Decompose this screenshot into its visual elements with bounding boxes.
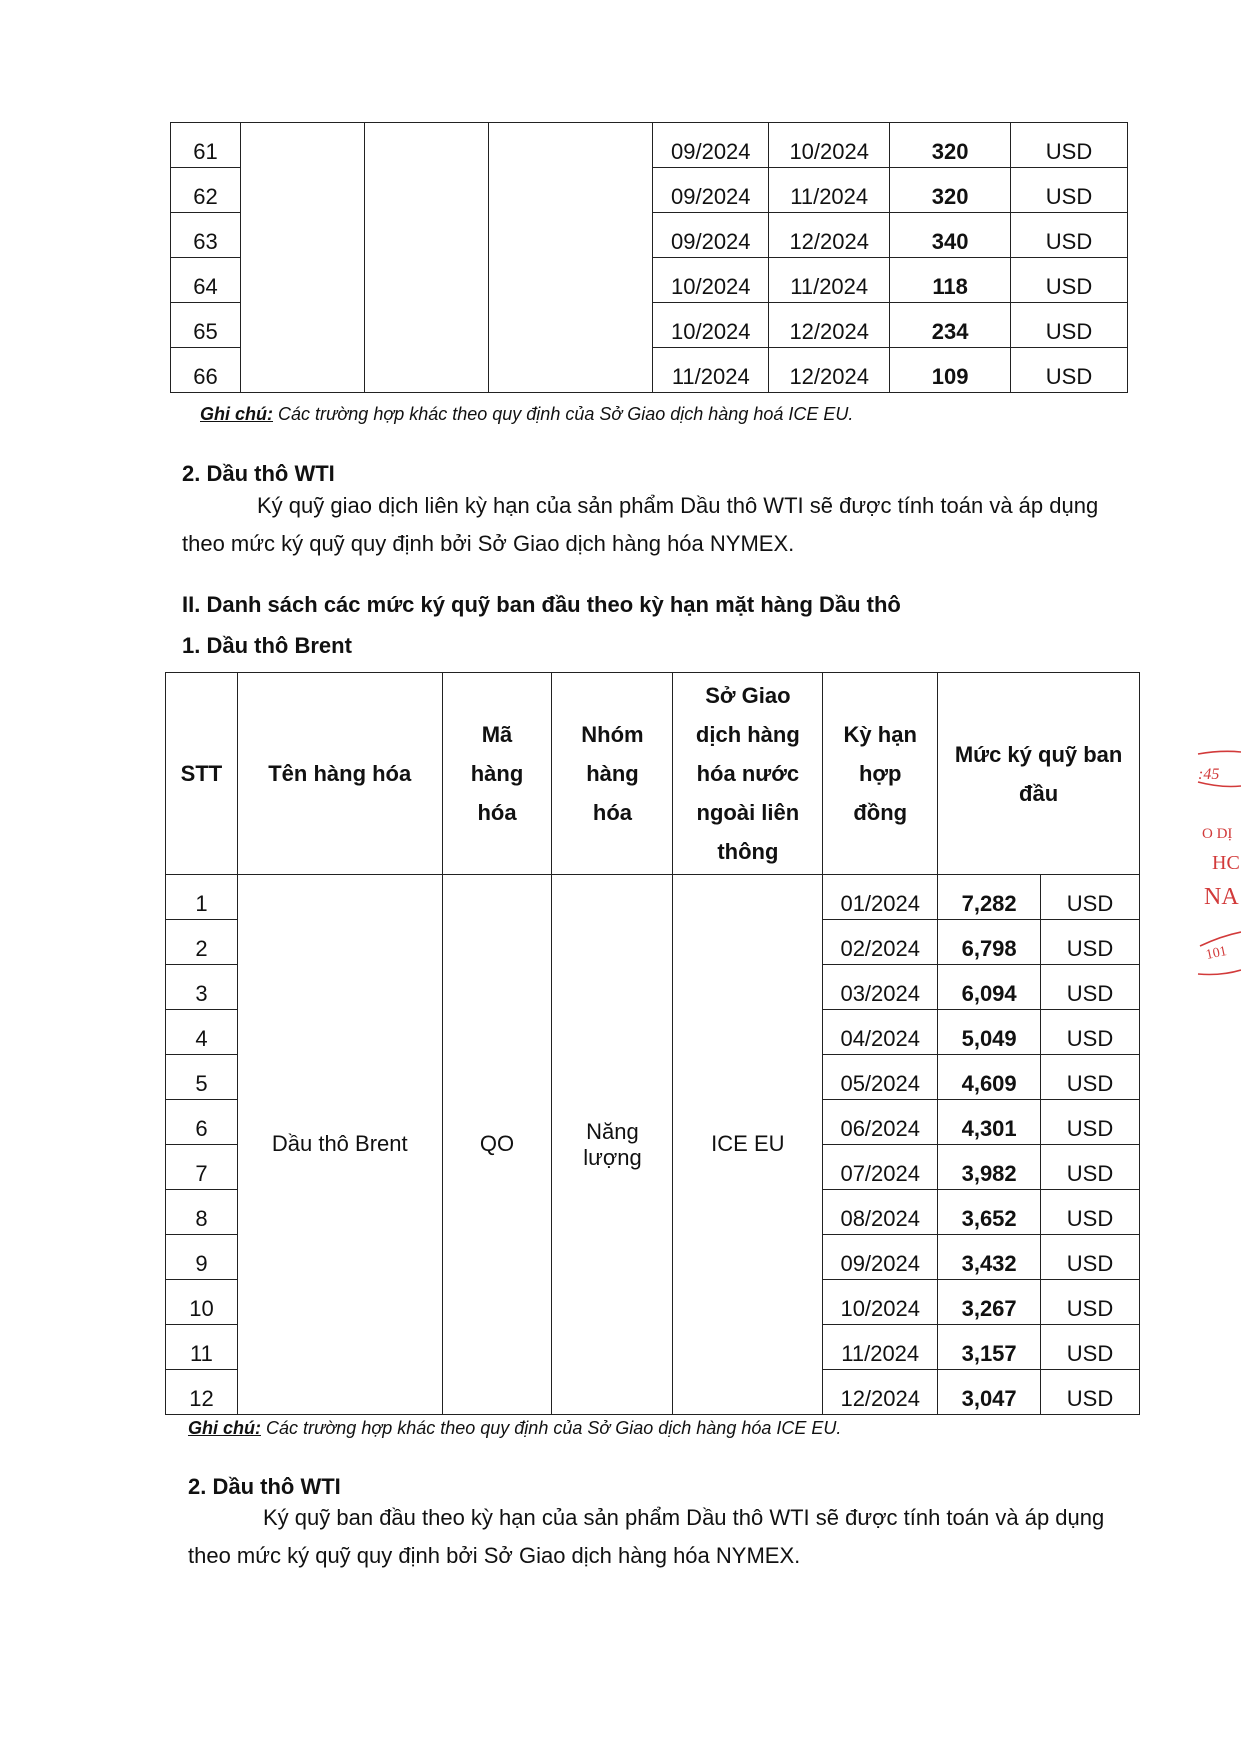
term-cell: 04/2024: [823, 1010, 938, 1055]
stt-cell: 61: [171, 123, 241, 168]
stt-cell: 2: [166, 920, 238, 965]
note-ice-eu-2: [188, 1418, 841, 1439]
term-cell: 07/2024: [823, 1145, 938, 1190]
margin-value-cell: 5,049: [938, 1010, 1041, 1055]
margin-value-cell: 340: [890, 213, 1011, 258]
stt-cell: 63: [171, 213, 241, 258]
note-label: Ghi chú:: [200, 404, 273, 424]
stamp-text-5: 101: [1204, 943, 1229, 964]
margin-value-cell: 6,798: [938, 920, 1041, 965]
unit-cell: USD: [1041, 875, 1140, 920]
interdelivery-margin-table: [170, 122, 1128, 393]
to-term-cell: 11/2024: [769, 258, 890, 303]
margin-value-cell: 3,982: [938, 1145, 1041, 1190]
margin-value-cell: 3,652: [938, 1190, 1041, 1235]
unit-cell: USD: [1041, 1010, 1140, 1055]
header-stt: STT: [166, 673, 238, 875]
margin-value-cell: 3,432: [938, 1235, 1041, 1280]
term-cell: 01/2024: [823, 875, 938, 920]
header-term: Kỳ hạn hợp đồng: [823, 673, 938, 875]
stt-cell: 1: [166, 875, 238, 920]
to-term-cell: 10/2024: [769, 123, 890, 168]
unit-cell: USD: [1041, 1145, 1140, 1190]
margin-value-cell: 3,047: [938, 1370, 1041, 1415]
stt-cell: 9: [166, 1235, 238, 1280]
brent-margin-table: [165, 672, 1140, 1415]
stt-cell: 10: [166, 1280, 238, 1325]
unit-cell: USD: [1041, 965, 1140, 1010]
margin-value-cell: 3,267: [938, 1280, 1041, 1325]
margin-value-cell: 4,609: [938, 1055, 1041, 1100]
term-cell: 02/2024: [823, 920, 938, 965]
unit-cell: USD: [1041, 920, 1140, 965]
empty-name-cell: [240, 123, 364, 393]
heading-wti-2: 2. Dầu thô WTI: [188, 1474, 341, 1499]
unit-cell: USD: [1011, 168, 1128, 213]
commodity-name-cell: Dầu thô Brent: [237, 875, 442, 1415]
unit-cell: USD: [1041, 1280, 1140, 1325]
stt-cell: 62: [171, 168, 241, 213]
stamp-text-2: O DỊ: [1202, 826, 1233, 842]
stt-cell: 5: [166, 1055, 238, 1100]
stamp-text-4: NA: [1204, 884, 1239, 910]
table-row: [171, 123, 1128, 168]
to-term-cell: 12/2024: [769, 213, 890, 258]
term-cell: 03/2024: [823, 965, 938, 1010]
heading-brent: 1. Dầu thô Brent: [182, 633, 352, 658]
margin-value-cell: 320: [890, 168, 1011, 213]
term-cell: 12/2024: [823, 1370, 938, 1415]
from-term-cell: 09/2024: [653, 213, 769, 258]
heading-section-ii: II. Danh sách các mức ký quỹ ban đầu theo kỳ hạn mặt hàng Dầu thô: [182, 592, 901, 617]
empty-exchange-cell: [488, 123, 653, 393]
paragraph-wti-1-line2: theo mức ký quỹ quy định bởi Sở Giao dịch hàng hóa NYMEX.: [182, 531, 795, 556]
stt-cell: 11: [166, 1325, 238, 1370]
exchange-cell: ICE EU: [673, 875, 823, 1415]
term-cell: 05/2024: [823, 1055, 938, 1100]
stt-cell: 8: [166, 1190, 238, 1235]
note-ice-eu-1: [200, 404, 853, 425]
header-name: Tên hàng hóa: [237, 673, 442, 875]
unit-cell: USD: [1011, 213, 1128, 258]
from-term-cell: 11/2024: [653, 348, 769, 393]
unit-cell: USD: [1041, 1190, 1140, 1235]
from-term-cell: 10/2024: [653, 303, 769, 348]
unit-cell: USD: [1011, 258, 1128, 303]
from-term-cell: 10/2024: [653, 258, 769, 303]
to-term-cell: 11/2024: [769, 168, 890, 213]
commodity-code-cell: QO: [442, 875, 552, 1415]
margin-value-cell: 109: [890, 348, 1011, 393]
paragraph-wti-2-line2: theo mức ký quỹ quy định bởi Sở Giao dịch hàng hóa NYMEX.: [188, 1543, 801, 1568]
commodity-group-cell: Năng lượng: [552, 875, 673, 1415]
from-term-cell: 09/2024: [653, 123, 769, 168]
stamp-text-3: HC: [1212, 852, 1240, 874]
stt-cell: 7: [166, 1145, 238, 1190]
term-cell: 10/2024: [823, 1280, 938, 1325]
margin-value-cell: 6,094: [938, 965, 1041, 1010]
term-cell: 08/2024: [823, 1190, 938, 1235]
unit-cell: USD: [1041, 1325, 1140, 1370]
unit-cell: USD: [1011, 348, 1128, 393]
unit-cell: USD: [1011, 303, 1128, 348]
header-group: Nhóm hàng hóa: [552, 673, 673, 875]
margin-value-cell: 3,157: [938, 1325, 1041, 1370]
unit-cell: USD: [1041, 1235, 1140, 1280]
header-exchange: Sở Giao dịch hàng hóa nước ngoài liên thông: [673, 673, 823, 875]
to-term-cell: 12/2024: [769, 348, 890, 393]
margin-value-cell: 4,301: [938, 1100, 1041, 1145]
note-text: Các trường hợp khác theo quy định của Sở Giao dịch hàng hoá ICE EU.: [273, 404, 854, 424]
stt-cell: 64: [171, 258, 241, 303]
paragraph-wti-2-line1: Ký quỹ ban đầu theo kỳ hạn của sản phẩm Dầu thô WTI sẽ được tính toán và áp dụng: [263, 1505, 1105, 1530]
stamp-text-1: :45: [1198, 766, 1220, 783]
note-text: Các trường hợp khác theo quy định của Sở Giao dịch hàng hóa ICE EU.: [261, 1418, 842, 1438]
stt-cell: 66: [171, 348, 241, 393]
stt-cell: 12: [166, 1370, 238, 1415]
term-cell: 06/2024: [823, 1100, 938, 1145]
term-cell: 09/2024: [823, 1235, 938, 1280]
header-code: Mã hàng hóa: [442, 673, 552, 875]
margin-value-cell: 118: [890, 258, 1011, 303]
margin-value-cell: 320: [890, 123, 1011, 168]
unit-cell: USD: [1041, 1055, 1140, 1100]
unit-cell: USD: [1011, 123, 1128, 168]
unit-cell: USD: [1041, 1100, 1140, 1145]
stt-cell: 4: [166, 1010, 238, 1055]
stt-cell: 3: [166, 965, 238, 1010]
heading-wti-1: 2. Dầu thô WTI: [182, 461, 335, 486]
stt-cell: 65: [171, 303, 241, 348]
header-margin: Mức ký quỹ ban đầu: [938, 673, 1140, 875]
margin-value-cell: 234: [890, 303, 1011, 348]
unit-cell: USD: [1041, 1370, 1140, 1415]
term-cell: 11/2024: [823, 1325, 938, 1370]
paragraph-wti-1-line1: Ký quỹ giao dịch liên kỳ hạn của sản phẩm Dầu thô WTI sẽ được tính toán và áp dụng: [257, 493, 1099, 518]
note-label: Ghi chú:: [188, 1418, 261, 1438]
table-row: [166, 875, 1140, 920]
margin-value-cell: 7,282: [938, 875, 1041, 920]
empty-code-cell: [364, 123, 488, 393]
to-term-cell: 12/2024: [769, 303, 890, 348]
from-term-cell: 09/2024: [653, 168, 769, 213]
stt-cell: 6: [166, 1100, 238, 1145]
